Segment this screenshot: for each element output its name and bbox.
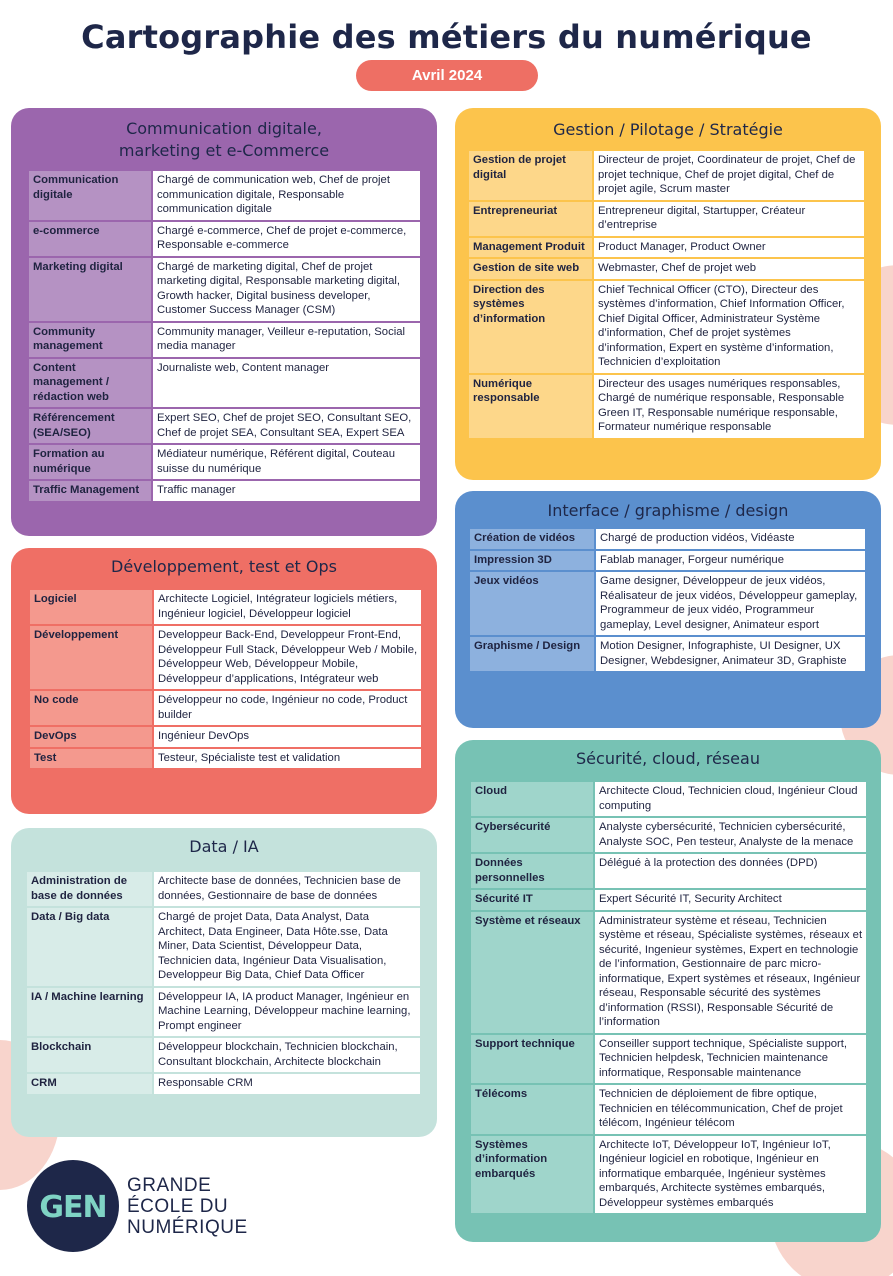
table-row [27, 872, 420, 907]
row-jobs: Fablab manager, Forgeur numérique [595, 550, 865, 572]
row-category: Blockchain [27, 1037, 153, 1073]
jobs-table [470, 529, 865, 673]
table-row [471, 889, 866, 911]
table-row [29, 322, 420, 358]
row-jobs: Architecte base de données, Technicien base de données, Gestionnaire de base de données [153, 872, 420, 907]
row-category: IA / Machine learning [27, 987, 153, 1038]
row-category: CRM [27, 1073, 153, 1095]
row-jobs: Médiateur numérique, Référent digital, Couteau suisse du numérique [152, 444, 420, 480]
table-row [469, 374, 864, 439]
jobs-table [471, 782, 866, 1215]
row-category: Développement [30, 625, 153, 690]
row-jobs: Délégué à la protection des données (DPD) [594, 853, 866, 889]
section-title: Développement, test et Ops [111, 557, 337, 576]
row-category: Communication digitale [29, 171, 152, 221]
table-row [27, 1037, 420, 1073]
row-category: Data / Big data [27, 907, 153, 987]
section-title: Gestion / Pilotage / Stratégie [553, 120, 783, 139]
table-row [29, 221, 420, 257]
row-category: No code [30, 690, 153, 726]
table-row [27, 907, 420, 987]
table-row [469, 258, 864, 280]
table-row [469, 237, 864, 259]
date-badge: Avril 2024 [356, 60, 538, 91]
row-jobs: Technicien de déploiement de fibre optique, Technicien en télécommunication, Chef de projet télécom, Ingénieur télécom [594, 1084, 866, 1135]
row-jobs: Entrepreneur digital, Startupper, Créateur d’entreprise [593, 201, 864, 237]
table-row [29, 480, 420, 502]
table-row [471, 853, 866, 889]
logo-mark: GEN [39, 1190, 107, 1225]
table-row [471, 1084, 866, 1135]
jobs-table [29, 171, 420, 503]
row-jobs: Architecte Logiciel, Intégrateur logiciels métiers, Ingénieur logiciel, Développeur logiciel [153, 590, 421, 625]
row-category: Cloud [471, 782, 594, 817]
table-row [27, 1073, 420, 1095]
row-jobs: Administrateur système et réseau, Technicien système et réseau, Spécialiste systèmes, réseaux et sécurité, Ingenieur systèmes, Expert en technologie de l’information, Gestionnaire de parc micro-informatique, Expert systèmes et réseaux, Ingénieur réseau, Responsable sécurité des systèmes d’information (RSSI), Responsable Sécurité de l’information [594, 911, 866, 1034]
row-category: Logiciel [30, 590, 153, 625]
row-category: Cybersécurité [471, 817, 594, 853]
row-jobs: Expert Sécurité IT, Security Architect [594, 889, 866, 911]
table-row [471, 1034, 866, 1085]
table-row [29, 444, 420, 480]
table-row [471, 782, 866, 817]
row-jobs: Directeur des usages numériques responsables, Chargé de numérique responsable, Responsable Green IT, Responsable numérique responsable, Formateur numérique responsable [593, 374, 864, 439]
row-category: Référencement (SEA/SEO) [29, 408, 152, 444]
table-row [30, 690, 421, 726]
gen-logo-icon [27, 1160, 119, 1252]
page-title: Cartographie des métiers du numérique [81, 18, 812, 56]
section-developpement [11, 548, 437, 814]
row-jobs: Conseiller support technique, Spécialiste support, Technicien helpdesk, Technicien maintenance informatique, Responsable maintenance [594, 1034, 866, 1085]
section-title: Communication digitale, marketing et e-Commerce [118, 119, 330, 160]
table-row [30, 726, 421, 748]
table-row [470, 550, 865, 572]
row-category: Gestion de site web [469, 258, 593, 280]
row-jobs: Chargé de communication web, Chef de projet communication digitale, Responsable communication digitale [152, 171, 420, 221]
row-jobs: Directeur de projet, Coordinateur de projet, Chef de projet technique, Chef de projet digital, Chef de projet agile, Scrum master [593, 151, 864, 201]
section-data-ia [11, 828, 437, 1137]
table-row [29, 358, 420, 409]
row-jobs: Architecte Cloud, Technicien cloud, Ingénieur Cloud computing [594, 782, 866, 817]
row-jobs: Journaliste web, Content manager [152, 358, 420, 409]
row-category: DevOps [30, 726, 153, 748]
table-row [469, 201, 864, 237]
row-jobs: Chargé e-commerce, Chef de projet e-commerce, Responsable e-commerce [152, 221, 420, 257]
row-category: Numérique responsable [469, 374, 593, 439]
row-jobs: Développeur no code, Ingénieur no code, Product builder [153, 690, 421, 726]
row-jobs: Chief Technical Officer (CTO), Directeur des systèmes d’information, Chief Information Officer, Chief Digital Officer, Administrateur Système d’information, Chef de projet systèmes d’information, Expert en système d’information, Technicien d’exploitation [593, 280, 864, 374]
row-category: Community management [29, 322, 152, 358]
table-row [471, 911, 866, 1034]
gen-logo [27, 1160, 119, 1257]
section-securite [455, 740, 881, 1242]
logo-wordmark: GRANDE ÉCOLE DU NUMÉRIQUE [127, 1175, 248, 1238]
row-category: Système et réseaux [471, 911, 594, 1034]
table-row [470, 636, 865, 672]
row-category: Management Produit [469, 237, 593, 259]
section-title: Sécurité, cloud, réseau [576, 749, 760, 768]
row-jobs: Chargé de marketing digital, Chef de projet marketing digital, Responsable marketing digital, Growth hacker, Digital business developer, Customer Success Manager (CSM) [152, 257, 420, 322]
row-jobs: Testeur, Spécialiste test et validation [153, 748, 421, 770]
row-category: Support technique [471, 1034, 594, 1085]
table-row [470, 529, 865, 550]
row-jobs: Chargé de production vidéos, Vidéaste [595, 529, 865, 550]
table-row [29, 257, 420, 322]
row-jobs: Developpeur Back-End, Developpeur Front-End, Développeur Full Stack, Développeur Web / Mobile, Développeur Web, Développeur Mobile, Développeur d’applications, Intégrateur web [153, 625, 421, 690]
section-interface [455, 491, 881, 728]
row-jobs: Responsable CRM [153, 1073, 420, 1095]
row-jobs: Ingénieur DevOps [153, 726, 421, 748]
row-jobs: Expert SEO, Chef de projet SEO, Consultant SEO, Chef de projet SEA, Consultant SEA, Expert SEA [152, 408, 420, 444]
table-row [470, 571, 865, 636]
jobs-table [27, 872, 420, 1096]
section-communication [11, 108, 437, 536]
jobs-table [30, 590, 421, 770]
table-row [471, 1135, 866, 1215]
row-category: Marketing digital [29, 257, 152, 322]
row-category: e-commerce [29, 221, 152, 257]
row-jobs: Développeur blockchain, Technicien blockchain, Consultant blockchain, Architecte blockchain [153, 1037, 420, 1073]
row-category: Données personnelles [471, 853, 594, 889]
row-jobs: Chargé de projet Data, Data Analyst, Data Architect, Data Engineer, Data Hôte.sse, Data Miner, Data Scientist, Développeur Data, Technicien data, Ingénieur Data Visualisation, Developpeur Big Data, Chief Data Officer [153, 907, 420, 987]
row-jobs: Motion Designer, Infographiste, UI Designer, UX Designer, Webdesigner, Animateur 3D, Graphiste [595, 636, 865, 672]
row-category: Systèmes d’information embarqués [471, 1135, 594, 1215]
section-title: Interface / graphisme / design [547, 501, 789, 520]
row-category: Sécurité IT [471, 889, 594, 911]
row-category: Administration de base de données [27, 872, 153, 907]
section-gestion [455, 108, 881, 480]
row-category: Traffic Management [29, 480, 152, 502]
jobs-table [469, 151, 864, 440]
table-row [469, 280, 864, 374]
table-row [30, 625, 421, 690]
row-jobs: Community manager, Veilleur e-reputation, Social media manager [152, 322, 420, 358]
table-row [469, 151, 864, 201]
table-row [29, 171, 420, 221]
row-jobs: Game designer, Développeur de jeux vidéos, Réalisateur de jeux vidéos, Développeur gameplay, Programmeur de jeux vidéo, Programmeur gameplay, Level designer, Animateur esport [595, 571, 865, 636]
row-category: Impression 3D [470, 550, 595, 572]
row-jobs: Analyste cybersécurité, Technicien cybersécurité, Analyste SOC, Pen testeur, Analyste de la menace [594, 817, 866, 853]
row-jobs: Architecte IoT, Développeur IoT, Ingénieur IoT, Ingénieur logiciel en robotique, Ingénieur en informatique embarquée, Ingénieur systèmes embarqués, Architecte systèmes embarqués, Développeur systèmes embarqués [594, 1135, 866, 1215]
table-row [471, 817, 866, 853]
row-category: Entrepreneuriat [469, 201, 593, 237]
row-jobs: Webmaster, Chef de projet web [593, 258, 864, 280]
row-category: Jeux vidéos [470, 571, 595, 636]
row-jobs: Développeur IA, IA product Manager, Ingénieur en Machine Learning, Développeur machine learning, Prompt engineer [153, 987, 420, 1038]
table-row [30, 590, 421, 625]
row-category: Télécoms [471, 1084, 594, 1135]
row-category: Création de vidéos [470, 529, 595, 550]
row-category: Gestion de projet digital [469, 151, 593, 201]
row-category: Formation au numérique [29, 444, 152, 480]
table-row [27, 987, 420, 1038]
row-jobs: Traffic manager [152, 480, 420, 502]
table-row [30, 748, 421, 770]
row-category: Direction des systèmes d’information [469, 280, 593, 374]
section-title: Data / IA [189, 837, 259, 856]
row-jobs: Product Manager, Product Owner [593, 237, 864, 259]
row-category: Test [30, 748, 153, 770]
row-category: Content management / rédaction web [29, 358, 152, 409]
row-category: Graphisme / Design [470, 636, 595, 672]
table-row [29, 408, 420, 444]
